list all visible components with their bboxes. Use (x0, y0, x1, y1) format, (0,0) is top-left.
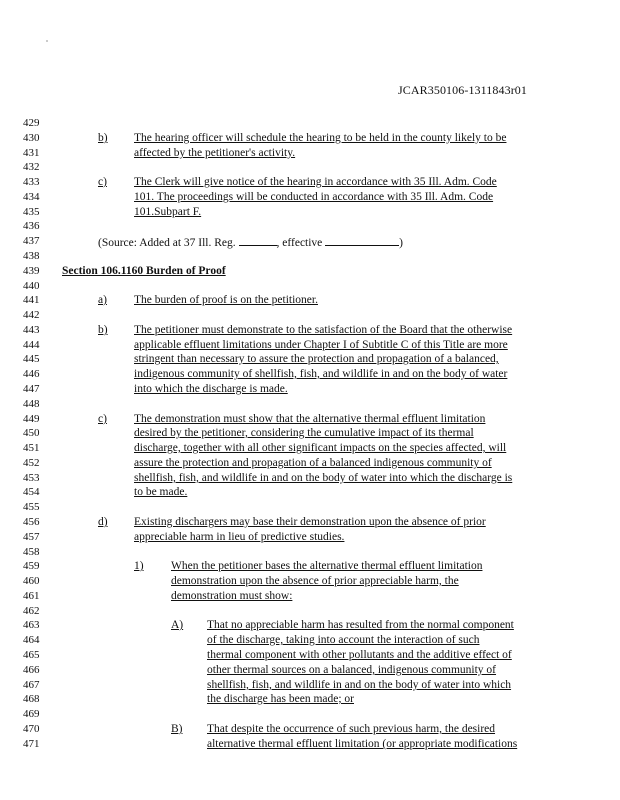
subsection-text-line: affected by the petitioner's activity. (134, 147, 296, 159)
subsection-text-line: applicable effluent limitations under Chapter I of Subtitle C of this Title are more (134, 339, 508, 351)
line-number: 436 (23, 220, 40, 232)
line-number: 471 (23, 738, 40, 750)
subsection-text-line: into which the discharge is made. (134, 383, 288, 395)
subsection-label: d) (98, 516, 108, 528)
subsection-label: c) (98, 176, 107, 188)
subsection-label: c) (98, 413, 107, 425)
line-number: 431 (23, 147, 40, 159)
source-middle: , effective (276, 237, 326, 249)
line-number: 448 (23, 398, 40, 410)
subsection-text-line: shellfish, fish, and wildlife in and on the body of water into which the discharge is (134, 472, 513, 484)
line-number: 467 (23, 679, 40, 691)
subsection-text-line: assure the protection and propagation of a balanced indigenous community of (134, 457, 492, 469)
line-number: 461 (23, 590, 40, 602)
subsection-text-line: 101. The proceedings will be conducted in accordance with 35 Ill. Adm. Code (134, 191, 494, 203)
subsection-text-line: 101.Subpart F. (134, 206, 202, 218)
line-number: 466 (23, 664, 40, 676)
subsection-label: a) (98, 294, 107, 306)
subsection-text-line: The burden of proof is on the petitioner. (134, 294, 318, 306)
item-label: B) (171, 723, 183, 735)
subsection-text-line: appreciable harm in lieu of predictive studies. (134, 531, 345, 543)
section-heading: Section 106.1160 Burden of Proof (62, 265, 226, 277)
line-number: 433 (23, 176, 40, 188)
line-number: 451 (23, 442, 40, 454)
line-number: 449 (23, 413, 40, 425)
paragraph-text-line: When the petitioner bases the alternative thermal effluent limitation (171, 560, 483, 572)
source-prefix: (Source: Added at 37 Ill. Reg. (98, 237, 239, 249)
paragraph-text-line: demonstration must show: (171, 590, 293, 602)
line-number: 468 (23, 693, 40, 705)
item-label: A) (171, 619, 184, 631)
line-number: 455 (23, 501, 40, 513)
line-number: 445 (23, 353, 40, 365)
item-text-line: That no appreciable harm has resulted from the normal component (207, 619, 514, 631)
subsection-text-line: to be made. (134, 486, 188, 498)
line-number: 459 (23, 560, 40, 572)
subsection-text-line: Existing dischargers may base their demonstration upon the absence of prior (134, 516, 486, 528)
subsection-text-line: indigenous community of shellfish, fish, and wildlife in and on the body of water (134, 368, 508, 380)
subsection-text-line: The hearing officer will schedule the hearing to be held in the county likely to be (134, 132, 507, 144)
subsection-label: b) (98, 132, 108, 144)
line-number: 435 (23, 206, 40, 218)
source-suffix: ) (399, 237, 404, 249)
line-number: 429 (23, 117, 40, 129)
line-number: 453 (23, 472, 40, 484)
line-number: 432 (23, 161, 40, 173)
line-number: 440 (23, 280, 40, 292)
paragraph-text-line: demonstration upon the absence of prior appreciable harm, the (171, 575, 459, 587)
line-number: 462 (23, 605, 40, 617)
line-number: 444 (23, 339, 40, 351)
line-number: 446 (23, 368, 40, 380)
line-number: 457 (23, 531, 40, 543)
subsection-text-line: stringent than necessary to assure the protection and propagation of a balanced, (134, 353, 499, 365)
item-text-line: alternative thermal effluent limitation (or appropriate modifications (207, 738, 518, 750)
subsection-text-line: The Clerk will give notice of the hearing in accordance with 35 Ill. Adm. Code (134, 176, 497, 188)
item-text-line: That despite the occurrence of such previous harm, the desired (207, 723, 496, 735)
subsection-text-line: desired by the petitioner, considering the cumulative impact of its thermal (134, 427, 474, 439)
line-number: 447 (23, 383, 40, 395)
line-number: 460 (23, 575, 40, 587)
item-text-line: the discharge has been made; or (207, 693, 354, 705)
line-number: 437 (23, 235, 40, 247)
line-number: 434 (23, 191, 40, 203)
item-text-line: other thermal sources on a balanced, indigenous community of (207, 664, 497, 676)
line-number: 465 (23, 649, 40, 661)
line-number: 458 (23, 546, 40, 558)
line-number: 452 (23, 457, 40, 469)
paragraph-label: 1) (134, 560, 144, 572)
line-number: 430 (23, 132, 40, 144)
line-number: 439 (23, 265, 40, 277)
line-number: 456 (23, 516, 40, 528)
line-number: 443 (23, 324, 40, 336)
subsection-text-line: discharge, together with all other significant impacts on the species affected, will (134, 442, 507, 454)
scan-speck (46, 40, 48, 42)
blank-register-field (239, 234, 277, 246)
line-number: 454 (23, 486, 40, 498)
line-number: 463 (23, 619, 40, 631)
line-number: 438 (23, 250, 40, 262)
item-text-line: shellfish, fish, and wildlife in and on the body of water into which (207, 679, 512, 691)
source-note (98, 234, 403, 250)
subsection-text-line: The demonstration must show that the alternative thermal effluent limitation (134, 413, 486, 425)
line-number: 470 (23, 723, 40, 735)
line-number: 464 (23, 634, 40, 646)
document-code: JCAR350106-1311843r01 (398, 83, 527, 97)
item-text-line: of the discharge, taking into account the interaction of such (207, 634, 480, 646)
line-number: 450 (23, 427, 40, 439)
subsection-text-line: The petitioner must demonstrate to the satisfaction of the Board that the otherwise (134, 324, 513, 336)
blank-effective-field (325, 234, 399, 246)
line-number: 442 (23, 309, 40, 321)
line-number: 469 (23, 708, 40, 720)
line-number: 441 (23, 294, 40, 306)
subsection-label: b) (98, 324, 108, 336)
item-text-line: thermal component with other pollutants and the additive effect of (207, 649, 512, 661)
